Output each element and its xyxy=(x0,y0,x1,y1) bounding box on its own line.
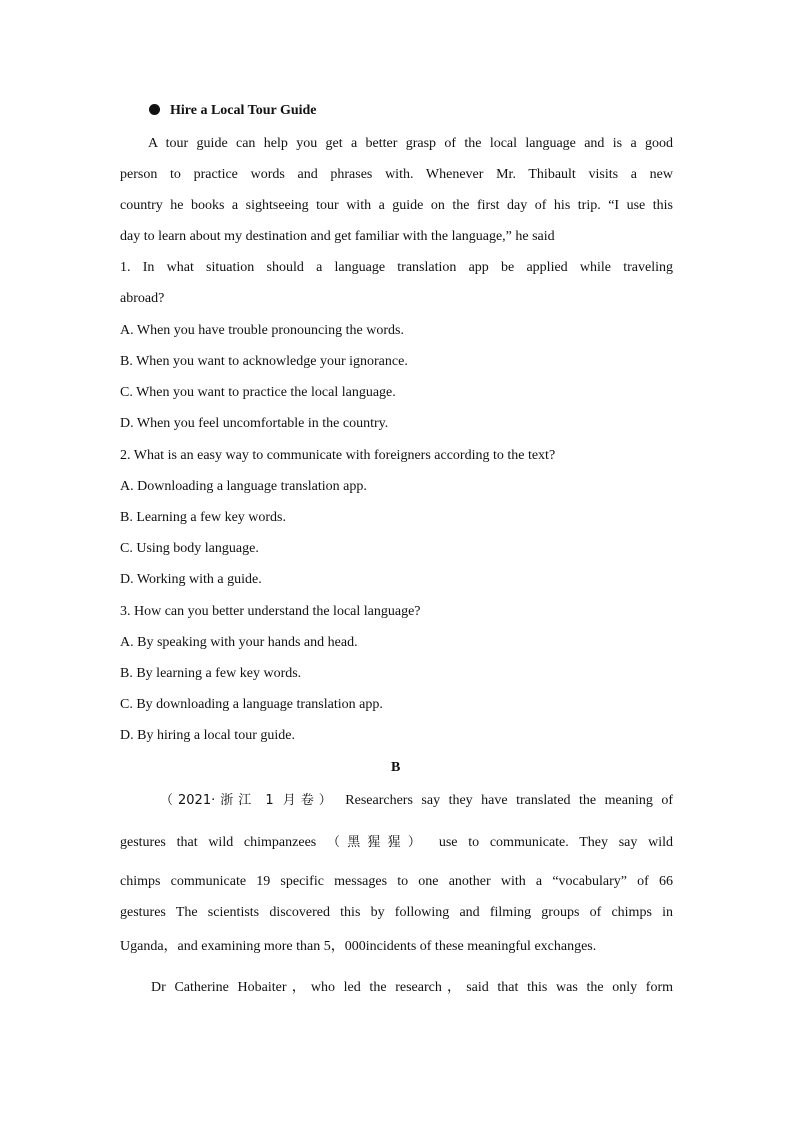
answer-option: A. Downloading a language translation app. xyxy=(120,479,367,494)
passage-b-line xyxy=(120,833,673,853)
passage-a-line: person to practice words and phrases with. Whenever Mr. Thibault visits a new xyxy=(120,167,673,182)
passage-b-text: gestures that wild chimpanzees xyxy=(120,835,317,850)
answer-option: B. By learning a few key words. xyxy=(120,666,302,681)
answer-option: D. Working with a guide. xyxy=(120,572,262,587)
passage-b-text: Researchers say they have translated the meaning of xyxy=(345,793,673,808)
section-b-heading: B xyxy=(391,760,401,775)
chinese-gloss: （黑猩猩） xyxy=(326,835,429,850)
question-stem: 3. How can you better understand the local language? xyxy=(120,604,421,619)
answer-option: C. Using body language. xyxy=(120,541,259,556)
section-heading-text: Hire a Local Tour Guide xyxy=(170,103,317,118)
passage-a-line: country he books a sightseeing tour with a guide on the first day of his trip. “I use this xyxy=(120,198,673,213)
answer-option: B. When you want to acknowledge your ignorance. xyxy=(120,354,408,369)
passage-a-line: day to learn about my destination and get familiar with the language,” he said xyxy=(120,229,555,244)
passage-b-text: use to communicate. They say wild xyxy=(438,835,673,850)
source-citation: （2021·浙江 1 月卷） xyxy=(160,793,337,808)
section-heading xyxy=(149,101,317,121)
answer-option: C. When you want to practice the local language. xyxy=(120,385,396,400)
question-stem: abroad? xyxy=(120,291,165,306)
passage-b-line: chimps communicate 19 specific messages to one another with a “vocabulary” of 66 xyxy=(120,874,673,889)
passage-b-line: Dr Catherine Hobaiter，who led the research，said that this was the only form xyxy=(151,980,673,995)
question-stem: 1. In what situation should a language translation app be applied while traveling xyxy=(120,260,673,275)
answer-option: D. When you feel uncomfortable in the country. xyxy=(120,416,389,431)
passage-b-line xyxy=(160,791,673,811)
bullet-icon xyxy=(149,104,160,115)
question-stem: 2. What is an easy way to communicate with foreigners according to the text? xyxy=(120,448,556,463)
passage-b-line: Uganda，and examining more than 5，000incidents of these meaningful exchanges. xyxy=(120,939,597,954)
answer-option: A. When you have trouble pronouncing the words. xyxy=(120,323,404,338)
answer-option: C. By downloading a language translation app. xyxy=(120,697,383,712)
answer-option: A. By speaking with your hands and head. xyxy=(120,635,358,650)
passage-b-line: gestures The scientists discovered this by following and filming groups of chimps in xyxy=(120,905,673,920)
answer-option: B. Learning a few key words. xyxy=(120,510,287,525)
answer-option: D. By hiring a local tour guide. xyxy=(120,728,295,743)
passage-a-line: A tour guide can help you get a better grasp of the local language and is a good xyxy=(148,136,673,151)
